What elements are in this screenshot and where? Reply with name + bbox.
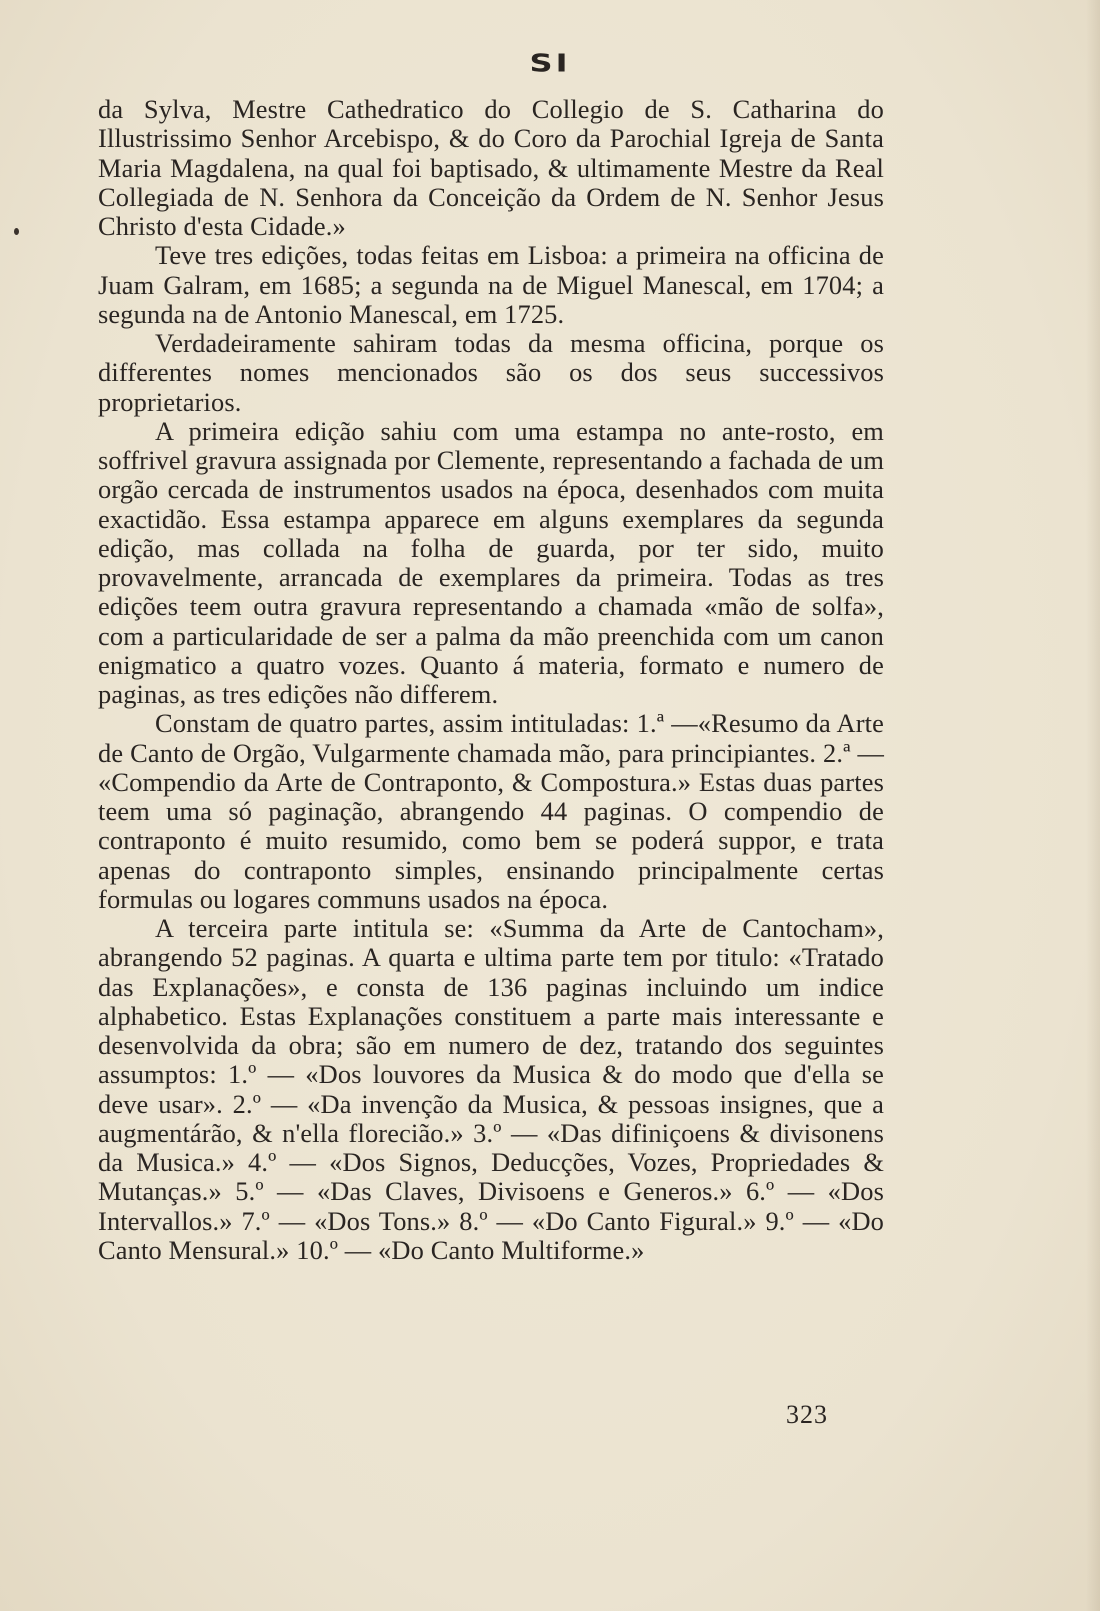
page-edge-shadow (1086, 0, 1100, 1611)
paragraph-2: Teve tres edições, todas feitas em Lisboa: a primeira na officina de Juam Galram, em 1685; a segunda na de Miguel Manescal, em 1704; a segunda na de Antonio Manescal, em 1725. (98, 240, 884, 329)
paragraph-6: A terceira parte intitula se: «Summa da Arte de Cantocham», abrangendo 52 paginas. A quarta e ultima parte tem por titulo: «Tratado das Explanações», e consta de 136 paginas incluindo um indice alphabetico. Estas Explanações constituem a parte mais interessante e desenvolvida da obra; são em numero de dez, tratando dos seguintes assumptos: 1.º — «Dos louvores da Musica & do modo que d'ella se deve usar». 2.º — «Da invenção da Musica, & pessoas insignes, que a augmentárão, & n'ella florecião.» 3.º — «Das difiniçoens & divisonens da Musica.» 4.º — «Dos Signos, Deducções, Vozes, Propriedades & Mutanças.» 5.º — «Das Claves, Divisoens e Generos.» 6.º — «Dos Intervallos.» 7.º — «Dos Tons.» 8.º — «Do Canto Figural.» 9.º — «Do Canto Mensural.» 10.º — «Do Canto Multiforme.» (98, 913, 884, 1265)
running-head: SI (529, 48, 571, 78)
paragraph-4: A primeira edição sahiu com uma estampa no ante-rosto, em soffrivel gravura assignada por Clemente, representando a fachada de um orgão cercada de instrumentos usados na época, desenhados com muita exactidão. Essa estampa apparece em alguns exemplares da segunda edição, mas collada na folha de guarda, por ter sido, muito provavelmente, arrancada de exemplares da primeira. Todas as tres edições teem outra gravura representando a chamada «mão de solfa», com a particularidade de ser a palma da mão preenchida com um canon enigmatico a quatro vozes. Quanto á materia, formato e numero de paginas, as tres edições não differem. (98, 415, 884, 709)
body-text (98, 95, 884, 1265)
paragraph-1: da Sylva, Mestre Cathedratico do Collegio de S. Catharina do Illustrissimo Senhor Arcebispo, & do Coro da Parochial Igreja de Santa Maria Magdalena, na qual foi baptisado, & ultimamente Mestre da Real Collegiada de N. Senhora da Conceição da Ordem de N. Senhor Jesus Christo d'esta Cidade.» (98, 94, 884, 241)
margin-ink-mark (14, 228, 19, 235)
paragraph-5: Constam de quatro partes, assim intituladas: 1.ª —«Resumo da Arte de Canto de Orgão, Vulgarmente chamada mão, para principiantes. 2.ª — «Compendio da Arte de Contraponto, & Compostura.» Estas duas partes teem uma só paginação, abrangendo 44 paginas. O compendio de contraponto é muito resumido, como bem se poderá suppor, e trata apenas do contraponto simples, ensinando principalmente certas formulas ou logares communs usados na época. (98, 708, 884, 914)
paragraph-3: Verdadeiramente sahiram todas da mesma officina, porque os differentes nomes mencionados são os dos seus successivos proprietarios. (98, 328, 884, 417)
page-number: 323 (786, 1400, 828, 1429)
